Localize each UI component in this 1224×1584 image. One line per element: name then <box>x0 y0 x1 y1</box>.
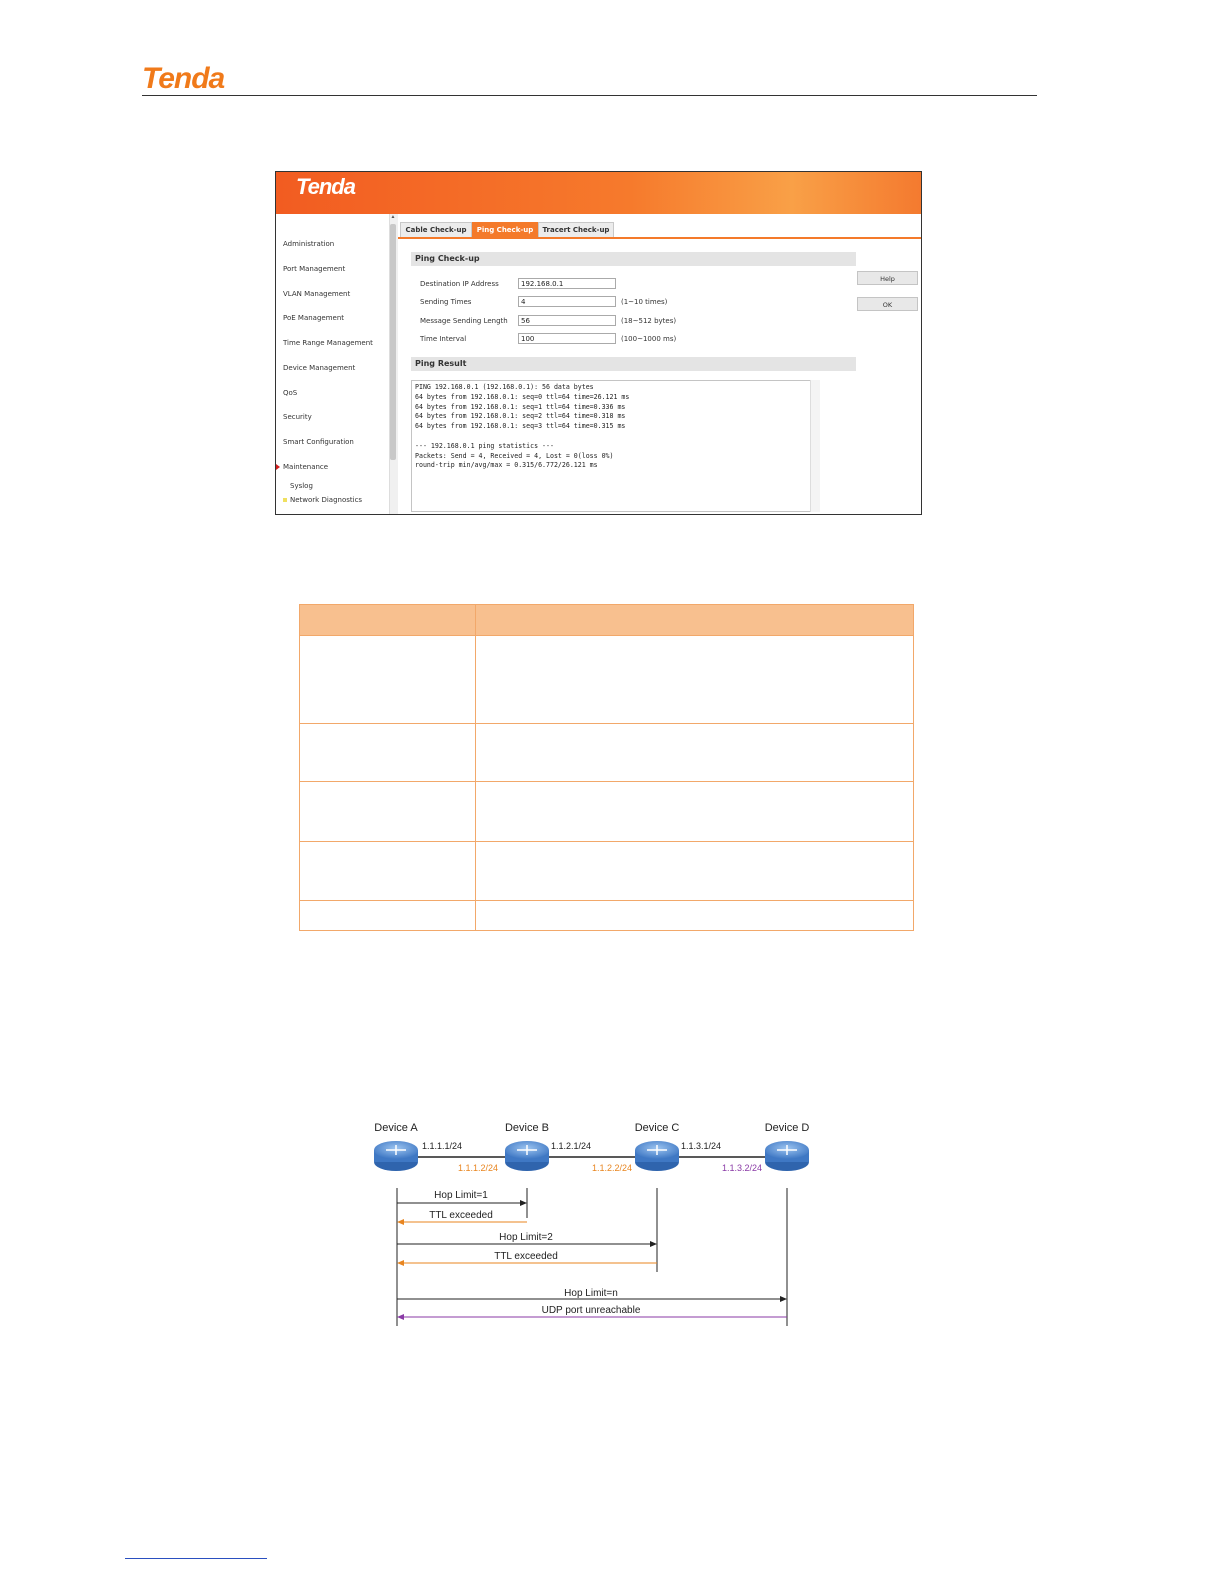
table-cell <box>300 782 476 842</box>
result-line: Packets: Send = 4, Received = 4, Lost = 0(loss 0%) <box>415 451 614 460</box>
ip-label-c-right: 1.1.3.1/24 <box>681 1141 722 1151</box>
table-row <box>300 901 914 931</box>
table-row <box>300 724 914 782</box>
result-line <box>415 432 816 442</box>
ip-label-b-left: 1.1.1.2/24 <box>458 1163 499 1173</box>
message-hop-limit-1: Hop Limit=1 <box>434 1190 488 1201</box>
sidebar-subitem-network-diagnostics[interactable]: Network Diagnostics <box>290 496 363 504</box>
sidebar-item-vlan-management[interactable]: VLAN Management <box>283 290 351 298</box>
message-udp-port-unreachable: UDP port unreachable <box>541 1305 641 1316</box>
table-cell <box>300 901 476 931</box>
arrowhead-icon <box>780 1296 787 1302</box>
message-hop-limit-n: Hop Limit=n <box>564 1288 618 1299</box>
sidebar-subitem-syslog[interactable]: Syslog <box>290 482 313 490</box>
result-line: 64 bytes from 192.168.0.1: seq=0 ttl=64 time=26.121 ms <box>415 392 630 401</box>
router-icon <box>374 1141 418 1171</box>
ip-label-c-left: 1.1.2.2/24 <box>592 1163 633 1173</box>
tab-underline <box>398 237 921 239</box>
result-line: 64 bytes from 192.168.0.1: seq=3 ttl=64 time=0.315 ms <box>415 422 626 431</box>
table-cell <box>300 636 476 724</box>
sidebar-item-device-management[interactable]: Device Management <box>283 364 356 372</box>
arrowhead-icon <box>650 1241 657 1247</box>
device-label-a: Device A <box>374 1122 418 1134</box>
device-label-b: Device B <box>504 1122 550 1134</box>
router-icon <box>765 1141 809 1171</box>
table-cell <box>476 782 914 842</box>
sidebar-item-qos[interactable]: QoS <box>283 389 298 397</box>
table-cell <box>300 724 476 782</box>
ui-screenshot <box>275 171 922 515</box>
ping-result-title: Ping Result <box>411 357 856 371</box>
table-row <box>300 636 914 724</box>
table-header-row <box>300 605 914 636</box>
destination-ip-input[interactable]: 192.168.0.1 <box>518 278 616 289</box>
result-line: 64 bytes from 192.168.0.1: seq=1 ttl=64 time=0.336 ms <box>415 402 626 411</box>
sidebar-item-time-range-management[interactable]: Time Range Management <box>283 339 373 347</box>
table-cell <box>476 636 914 724</box>
tab-cable-check-up[interactable]: Cable Check-up <box>400 222 472 237</box>
device-label-c: Device C <box>634 1122 680 1134</box>
destination-ip-label: Destination IP Address <box>420 280 499 288</box>
ping-result-output[interactable] <box>411 380 820 512</box>
message-length-input[interactable]: 56 <box>518 315 616 326</box>
message-length-label: Message Sending Length <box>420 317 508 325</box>
sidebar-item-port-management[interactable]: Port Management <box>283 265 346 273</box>
sending-times-hint: (1~10 times) <box>621 298 668 306</box>
time-interval-input[interactable]: 100 <box>518 333 616 344</box>
sidebar-item-smart-configuration[interactable]: Smart Configuration <box>283 438 354 446</box>
active-dot-icon <box>283 498 287 502</box>
table-row <box>300 842 914 901</box>
sidebar-item-poe-management[interactable]: PoE Management <box>283 314 345 322</box>
sidebar-item-maintenance[interactable]: Maintenance <box>283 463 329 471</box>
sending-times-label: Sending Times <box>420 298 472 306</box>
sidebar-item-security[interactable]: Security <box>283 413 312 421</box>
message-length-hint: (18~512 bytes) <box>621 317 677 325</box>
table-row <box>300 782 914 842</box>
table-header-cell <box>476 605 914 636</box>
tab-tracert-check-up[interactable]: Tracert Check-up <box>538 222 614 237</box>
help-button[interactable]: Help <box>857 271 918 285</box>
router-icon <box>635 1141 679 1171</box>
arrowhead-icon <box>397 1314 404 1320</box>
ip-label-d: 1.1.3.2/24 <box>722 1163 763 1173</box>
ping-section-title: Ping Check-up <box>411 252 856 266</box>
result-line: 64 bytes from 192.168.0.1: seq=2 ttl=64 time=0.318 ms <box>415 412 626 421</box>
time-interval-hint: (100~1000 ms) <box>621 335 677 343</box>
table-cell <box>476 842 914 901</box>
table-header-cell <box>300 605 476 636</box>
arrowhead-icon <box>397 1260 404 1266</box>
sidebar-item-administration[interactable]: Administration <box>283 240 335 248</box>
scroll-up-icon[interactable]: ▲ <box>390 214 396 220</box>
ui-banner <box>276 172 921 214</box>
time-interval-label: Time Interval <box>420 335 467 343</box>
ui-logo: Tenda <box>296 174 355 199</box>
active-arrow-icon <box>276 464 280 470</box>
result-line: PING 192.168.0.1 (192.168.0.1): 56 data bytes <box>415 383 594 391</box>
arrowhead-icon <box>520 1200 527 1206</box>
tab-ping-check-up[interactable]: Ping Check-up <box>472 222 538 237</box>
ok-button[interactable]: OK <box>857 297 918 311</box>
sidebar-scroll-thumb[interactable] <box>390 224 396 460</box>
message-ttl-exceeded-1: TTL exceeded <box>429 1210 493 1221</box>
sending-times-input[interactable]: 4 <box>518 296 616 307</box>
result-scrollbar[interactable] <box>810 380 820 512</box>
message-hop-limit-2: Hop Limit=2 <box>499 1232 553 1243</box>
table-cell <box>300 842 476 901</box>
document-logo: Tenda <box>142 62 225 95</box>
arrowhead-icon <box>397 1219 404 1225</box>
table-cell <box>476 901 914 931</box>
ip-label-b-right: 1.1.2.1/24 <box>551 1141 592 1151</box>
ip-label-a: 1.1.1.1/24 <box>422 1141 463 1151</box>
router-icon <box>505 1141 549 1171</box>
result-line: --- 192.168.0.1 ping statistics --- <box>415 441 554 450</box>
header-divider <box>142 95 1037 96</box>
result-line: round-trip min/avg/max = 0.315/6.772/26.121 ms <box>415 461 598 470</box>
device-label-d: Device D <box>764 1122 810 1134</box>
tracert-diagram <box>360 1110 830 1340</box>
parameter-table <box>299 604 914 931</box>
message-ttl-exceeded-2: TTL exceeded <box>494 1251 558 1262</box>
table-cell <box>476 724 914 782</box>
footer-link-underline[interactable] <box>125 1558 267 1559</box>
